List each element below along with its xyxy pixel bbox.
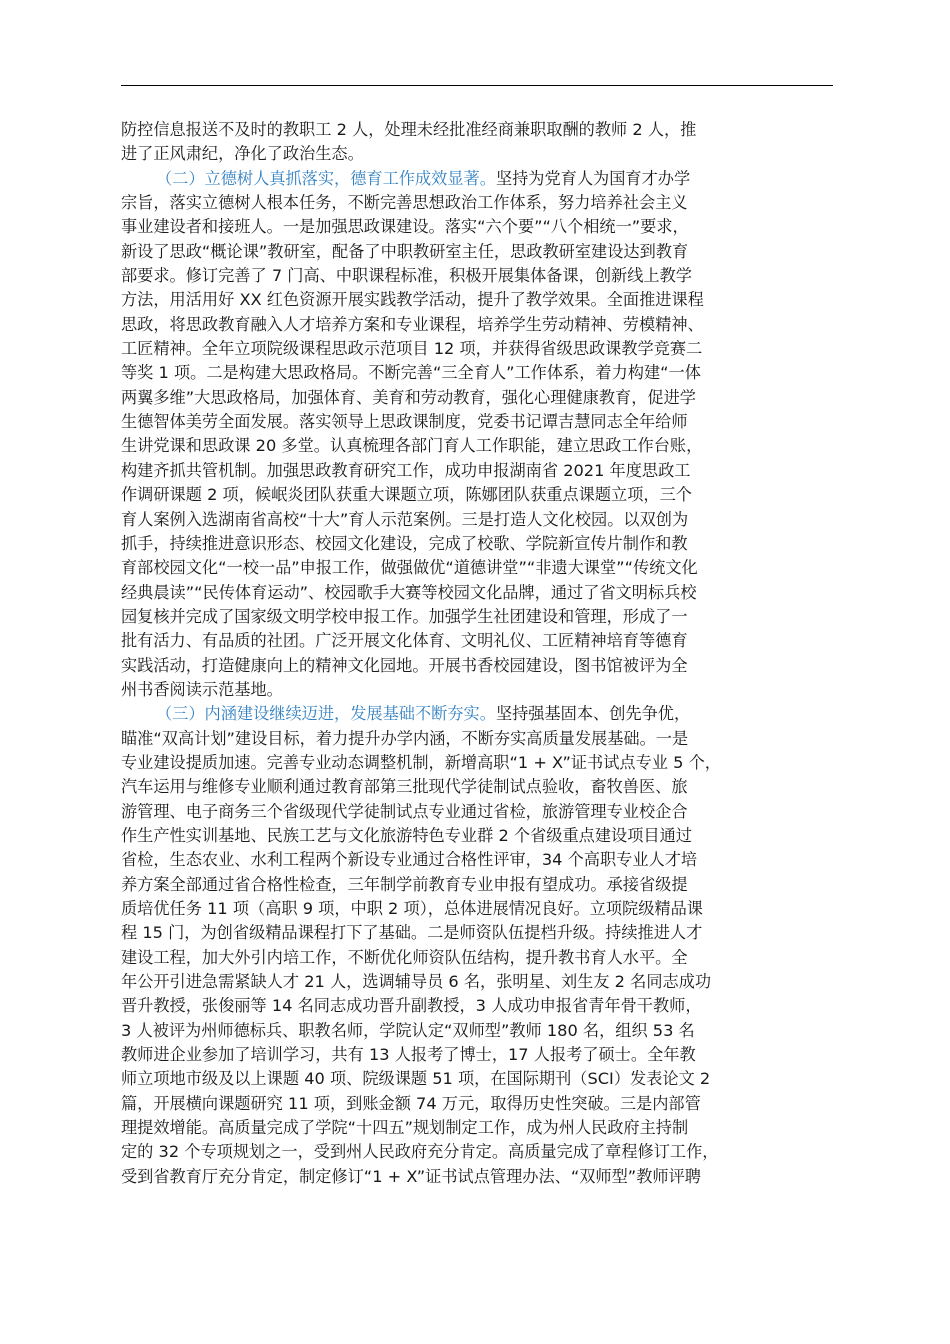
text-line (121, 629, 833, 653)
text-line (121, 118, 833, 142)
line-text: 新设了思政“概论课”教研室，配备了中职教研室主任，思政教研室建设达到教育 (121, 241, 689, 261)
line-text: 抓手，持续推进意识形态、校园文化建设，完成了校歌、学院新宣传片制作和教 (121, 533, 688, 553)
line-text: 进了正风肃纪，净化了政治生态。 (121, 144, 364, 164)
text-line (121, 654, 833, 678)
text-line (121, 1019, 833, 1043)
line-text: 瞄准“双高计划”建设目标，着力提升办学内涵，不断夯实高质量发展基础。一是 (121, 728, 689, 748)
text-line (121, 605, 833, 629)
line-text: 作生产性实训基地、民族工艺与文化旅游特色专业群 2 个省级重点建设项目通过 (121, 825, 692, 845)
line-text: 年公开引进急需紧缺人才 21 人，选调辅导员 6 名，张明星、刘生友 2 名同志成功 (121, 972, 712, 992)
text-line (121, 970, 833, 994)
text-line (121, 946, 833, 970)
line-text: 师立项地市级及以上课题 40 项、院级课题 51 项，在国际期刊（SCI）发表论文 2 (121, 1069, 711, 1089)
text-line (121, 556, 833, 580)
line-text: 坚持为党育人为国育才办学 (495, 168, 691, 188)
line-text: 坚持强基固本、创先争优， (495, 704, 691, 724)
line-text: 汽车运用与维修专业顺利通过教育部第三批现代学徒制试点验收，畜牧兽医、旅 (121, 777, 688, 797)
text-line (121, 1165, 833, 1189)
text-line (121, 361, 833, 385)
line-text: 思政，将思政教育融入人才培养方案和专业课程，培养学生劳动精神、劳模精神、 (121, 314, 704, 334)
text-line (121, 848, 833, 872)
line-text: 构建齐抓共管机制。加强思政教育研究工作，成功申报湖南省 2021 年度思政工 (121, 460, 691, 480)
text-line (121, 727, 833, 751)
text-line (121, 581, 833, 605)
text-line (121, 994, 833, 1018)
paragraph-first-line (121, 167, 833, 191)
line-text: 教师进企业参加了培训学习，共有 13 人报考了博士，17 人报考了硕士。全年教 (121, 1045, 696, 1065)
text-line (121, 337, 833, 361)
line-text: 部要求。修订完善了 7 门高、中职课程标准，积极开展集体备课，创新线上教学 (121, 266, 692, 286)
line-text: 等奖 1 项。二是构建大思政格局。不断完善“三全育人”工作体系，着力构建“一体 (121, 363, 701, 383)
line-text: 园复核并完成了国家级文明学校申报工作。加强学生社团建设和管理，形成了一 (121, 606, 688, 626)
line-text: 养方案全部通过省合格性检查，三年制学前教育专业申报有望成功。承接省级提 (121, 874, 688, 894)
text-line (121, 459, 833, 483)
text-line (121, 313, 833, 337)
text-line (121, 508, 833, 532)
line-text: 批有活力、有品质的社团。广泛开展文化体育、文明礼仪、工匠精神培育等德育 (121, 631, 688, 651)
paragraph-first-line (121, 702, 833, 726)
line-text: 3 人被评为州师德标兵、职教名师，学院认定“双师型”教师 180 名，组织 53 名 (121, 1020, 695, 1040)
text-line (121, 800, 833, 824)
text-line (121, 1043, 833, 1067)
line-text: 事业建设者和接班人。一是加强思政课建设。落实“六个要”“八个相统一”要求， (121, 217, 689, 237)
text-line (121, 1140, 833, 1164)
line-text: 作调研课题 2 项，候岷炎团队获重大课题立项，陈娜团队获重点课题立项，三个 (121, 485, 692, 505)
line-text: 经典晨读”“民传体育运动”、校园歌手大赛等校园文化品牌，通过了省文明标兵校 (121, 582, 697, 602)
line-text: 方法，用活用好 XX 红色资源开展实践教学活动，提升了教学效果。全面推进课程 (121, 290, 704, 310)
line-text: 生德智体美劳全面发展。落实领导上思政课制度，党委书记谭吉慧同志全年给师 (121, 412, 688, 432)
text-line (121, 921, 833, 945)
text-line (121, 873, 833, 897)
line-text: 质培优任务 11 项（高职 9 项，中职 2 项），总体进展情况良好。立项院级精品课 (121, 899, 703, 918)
line-text: 宗旨，落实立德树人根本任务，不断完善思想政治工作体系，努力培养社会主义 (121, 193, 688, 213)
line-text: 晋升教授，张俊丽等 14 名同志成功晋升副教授，3 人成功申报省青年骨干教师， (121, 996, 702, 1016)
header-rule (121, 85, 833, 86)
text-line (121, 1092, 833, 1116)
text-line (121, 386, 833, 410)
text-line (121, 410, 833, 434)
line-text: 游管理、电子商务三个省级现代学徒制试点专业通过省检，旅游管理专业校企合 (121, 801, 688, 821)
line-text: 育部校园文化“一校一品”申报工作，做强做优“道德讲堂”“非遗大课堂”“传统文化 (121, 558, 698, 578)
document-body (121, 118, 833, 1189)
line-text: 州书香阅读示范基地。 (121, 679, 283, 699)
text-line (121, 824, 833, 848)
line-text: 定的 32 个专项规划之一，受到州人民政府充分肯定。高质量完成了章程修订工作， (121, 1142, 719, 1162)
text-line (121, 678, 833, 702)
text-line (121, 434, 833, 458)
line-text: 省检，生态农业、水利工程两个新设专业通过合格性评审，34 个高职专业人才培 (121, 850, 698, 870)
text-line (121, 240, 833, 264)
section-heading: （二）立德树人真抓落实，德育工作成效显著。 (156, 168, 496, 188)
text-line (121, 775, 833, 799)
text-line (121, 897, 833, 921)
text-line (121, 215, 833, 239)
text-line (121, 751, 833, 775)
text-line (121, 142, 833, 166)
text-line (121, 532, 833, 556)
text-line (121, 191, 833, 215)
line-text: 工匠精神。全年立项院级课程思政示范项目 12 项，并获得省级思政课教学竞赛二 (121, 339, 703, 359)
text-line (121, 288, 833, 312)
line-text: 生讲党课和思政课 20 多堂。认真梳理各部门育人工作职能，建立思政工作台账， (121, 436, 703, 456)
text-line (121, 483, 833, 507)
text-line (121, 264, 833, 288)
line-text: 两翼多维”大思政格局，加强体育、美育和劳动教育，强化心理健康教育，促进学 (121, 387, 696, 407)
line-text: 理提效增能。高质量完成了学院“十四五”规划制定工作，成为州人民政府主持制 (121, 1118, 689, 1138)
line-text: 篇，开展横向课题研究 11 项，到账金额 74 万元，取得历史性突破。三是内部管 (121, 1093, 701, 1113)
line-text: 程 15 门，为创省级精品课程打下了基础。二是师资队伍提档升级。持续推进人才 (121, 923, 703, 943)
line-text: 受到省教育厅充分肯定，制定修订“1 + X”证书试点管理办法、“双师型”教师评聘 (121, 1166, 701, 1186)
line-text: 专业建设提质加速。完善专业动态调整机制，新增高职“1 + X”证书试点专业 5 个， (121, 752, 721, 772)
line-text: 育人案例入选湖南省高校“十大”育人示范案例。三是打造人文化校园。以双创为 (121, 509, 689, 529)
section-heading: （三）内涵建设继续迈进，发展基础不断夯实。 (156, 704, 496, 724)
line-text: 防控信息报送不及时的教职工 2 人，处理未经批准经商兼职取酬的教师 2 人，推 (121, 120, 697, 139)
line-text: 实践活动，打造健康向上的精神文化园地。开展书香校园建设，图书馆被评为全 (121, 655, 688, 675)
text-line (121, 1067, 833, 1091)
text-line (121, 1116, 833, 1140)
line-text: 建设工程，加大外引内培工作，不断优化师资队伍结构，提升教书育人水平。全 (121, 947, 688, 967)
